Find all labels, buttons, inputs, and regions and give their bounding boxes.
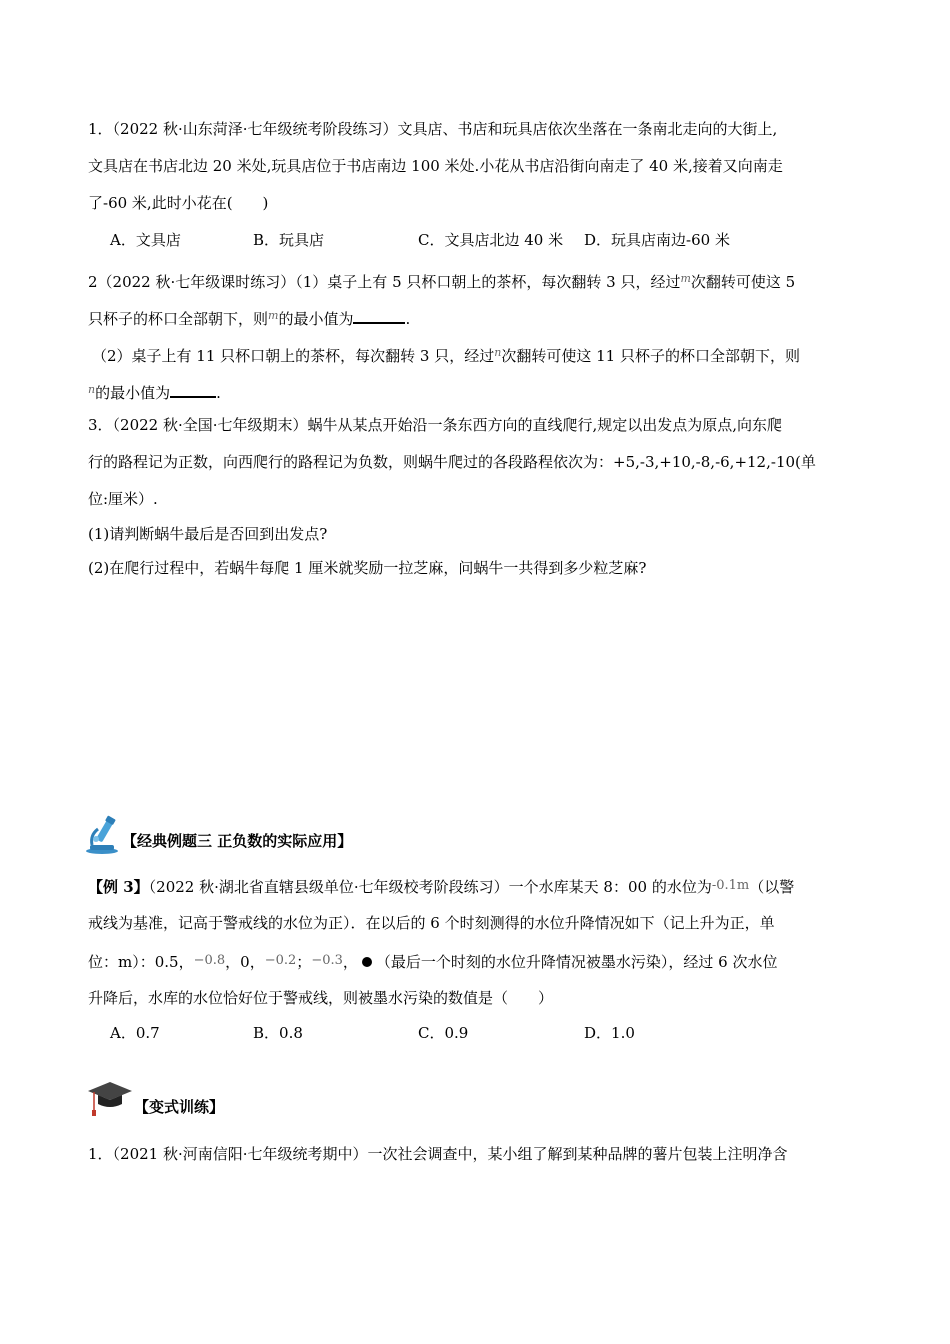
ex3-line4: 升降后，水库的水位恰好位于警戒线，则被墨水污染的数值是（ ） — [88, 989, 554, 1007]
q2-line3-text-a: （2）桌子上有 11 只杯口朝上的茶杯，每次翻转 3 只，经过 — [92, 347, 495, 365]
q2-line2-text-a: 只杯子的杯口全部朝下，则 — [88, 310, 269, 328]
section-title-example3: 【经典例题三 正负数的实际应用】 — [122, 832, 353, 850]
q2-line4 — [88, 379, 221, 404]
graduation-cap-icon — [86, 1078, 134, 1120]
q2-var-m-2: m — [268, 309, 279, 322]
ink-blot-dot — [362, 957, 372, 967]
microscope-icon — [84, 815, 122, 855]
q3-line3: 位:厘米）. — [88, 490, 158, 508]
q2-line3-text-b: 次翻转可使这 11 只杯子的杯口全部朝下，则 — [501, 347, 800, 365]
q1-line1: 1．（2022 秋·山东菏泽·七年级统考阶段练习）文具店、书店和玩具店依次坐落在一条南北走向的大街上, — [88, 120, 778, 138]
ex3-val-initial: -0.1m — [711, 878, 750, 893]
q2-var-n: n — [494, 346, 502, 359]
q1-option-c: C．文具店北边 40 米 — [418, 231, 564, 249]
ex3-line3-text-b: ，0， — [225, 953, 265, 971]
q1-option-d: D．玩具店南边-60 米 — [584, 231, 730, 249]
ex3-line1-text-a: （2022 秋·湖北省直辖县级单位·七年级校考阶段练习）一个水库某天 8：00 的水位为 — [148, 878, 712, 896]
q2-line4-text-c: . — [216, 384, 221, 402]
q1-line2: 文具店在书店北边 20 米处,玩具店位于书店南边 100 米处.小花从书店沿街向南走了 40 米,接着又向南走 — [88, 157, 783, 175]
ex3-option-a: A．0.7 — [110, 1024, 160, 1042]
ex3-option-b: B．0.8 — [253, 1024, 303, 1042]
q3-sub2: (2)在爬行过程中，若蜗牛每爬 1 厘米就奖励一拉芝麻，问蜗牛一共得到多少粒芝麻? — [88, 559, 647, 577]
q2-answer-blank-1[interactable] — [353, 307, 405, 324]
ex3-val-2: −0.8 — [193, 953, 226, 968]
ex3-line3-text-e: （最后一个时刻的水位升降情况被墨水污染），经过 6 次水位 — [375, 953, 778, 971]
q2-line1-text-b: 次翻转可使这 5 — [690, 273, 796, 291]
q2-var-m: m — [680, 272, 691, 285]
q1-option-a: A．文具店 — [110, 231, 181, 249]
v1-line1: 1．（2021 秋·河南信阳·七年级统考期中）一次社会调查中，某小组了解到某种品牌的薯片包装上注明净含 — [88, 1145, 788, 1163]
q1-line3: 了-60 米,此时小花在( ) — [88, 194, 269, 212]
q3-sub1: (1)请判断蜗牛最后是否回到出发点? — [88, 525, 328, 543]
q2-var-n-2: n — [88, 383, 96, 396]
ex3-option-c: C．0.9 — [418, 1024, 469, 1042]
q2-line1-text-a: 2（2022 秋·七年级课时练习）（1）桌子上有 5 只杯口朝上的茶杯，每次翻转 3 只，经过 — [88, 273, 681, 291]
q2-line2-text-b: 的最小值为 — [278, 310, 354, 328]
q1-option-b: B．玩具店 — [253, 231, 325, 249]
ex3-line2: 戒线为基准，记高于警戒线的水位为正）．在以后的 6 个时刻测得的水位升降情况如下（记上升为正，单 — [88, 914, 775, 932]
q2-line1 — [88, 268, 795, 293]
q2-answer-blank-2[interactable] — [170, 381, 216, 398]
ex3-val-4: −0.3 — [311, 953, 343, 968]
ex3-val-3: −0.2 — [264, 953, 297, 968]
ex3-line3 — [88, 950, 778, 973]
section-title-variant: 【变式训练】 — [134, 1098, 225, 1116]
ex3-line3-text-d: ， — [342, 953, 358, 971]
q2-line4-text-b: 的最小值为 — [95, 384, 171, 402]
q3-line1: 3．（2022 秋·全国·七年级期末）蜗牛从某点开始沿一条东西方向的直线爬行,规定以出发点为原点,向东爬 — [88, 416, 783, 434]
ex3-line1-text-b: （以警 — [749, 878, 795, 896]
q2-line2-text-c: . — [405, 310, 411, 328]
ex3-label: 【例 3】 — [88, 878, 149, 896]
ex3-line3-text-c: ； — [296, 953, 312, 971]
q2-line3 — [92, 342, 800, 367]
q3-line2: 行的路程记为正数，向西爬行的路程记为负数，则蜗牛爬过的各段路程依次为：+5,-3,+10,-8,-6,+12,-10(单 — [88, 453, 816, 471]
ex3-line1 — [88, 875, 794, 898]
q2-line2 — [88, 305, 410, 330]
ex3-option-d: D．1.0 — [584, 1024, 635, 1042]
ex3-line3-text-a: 位：m）：0.5， — [88, 953, 194, 971]
